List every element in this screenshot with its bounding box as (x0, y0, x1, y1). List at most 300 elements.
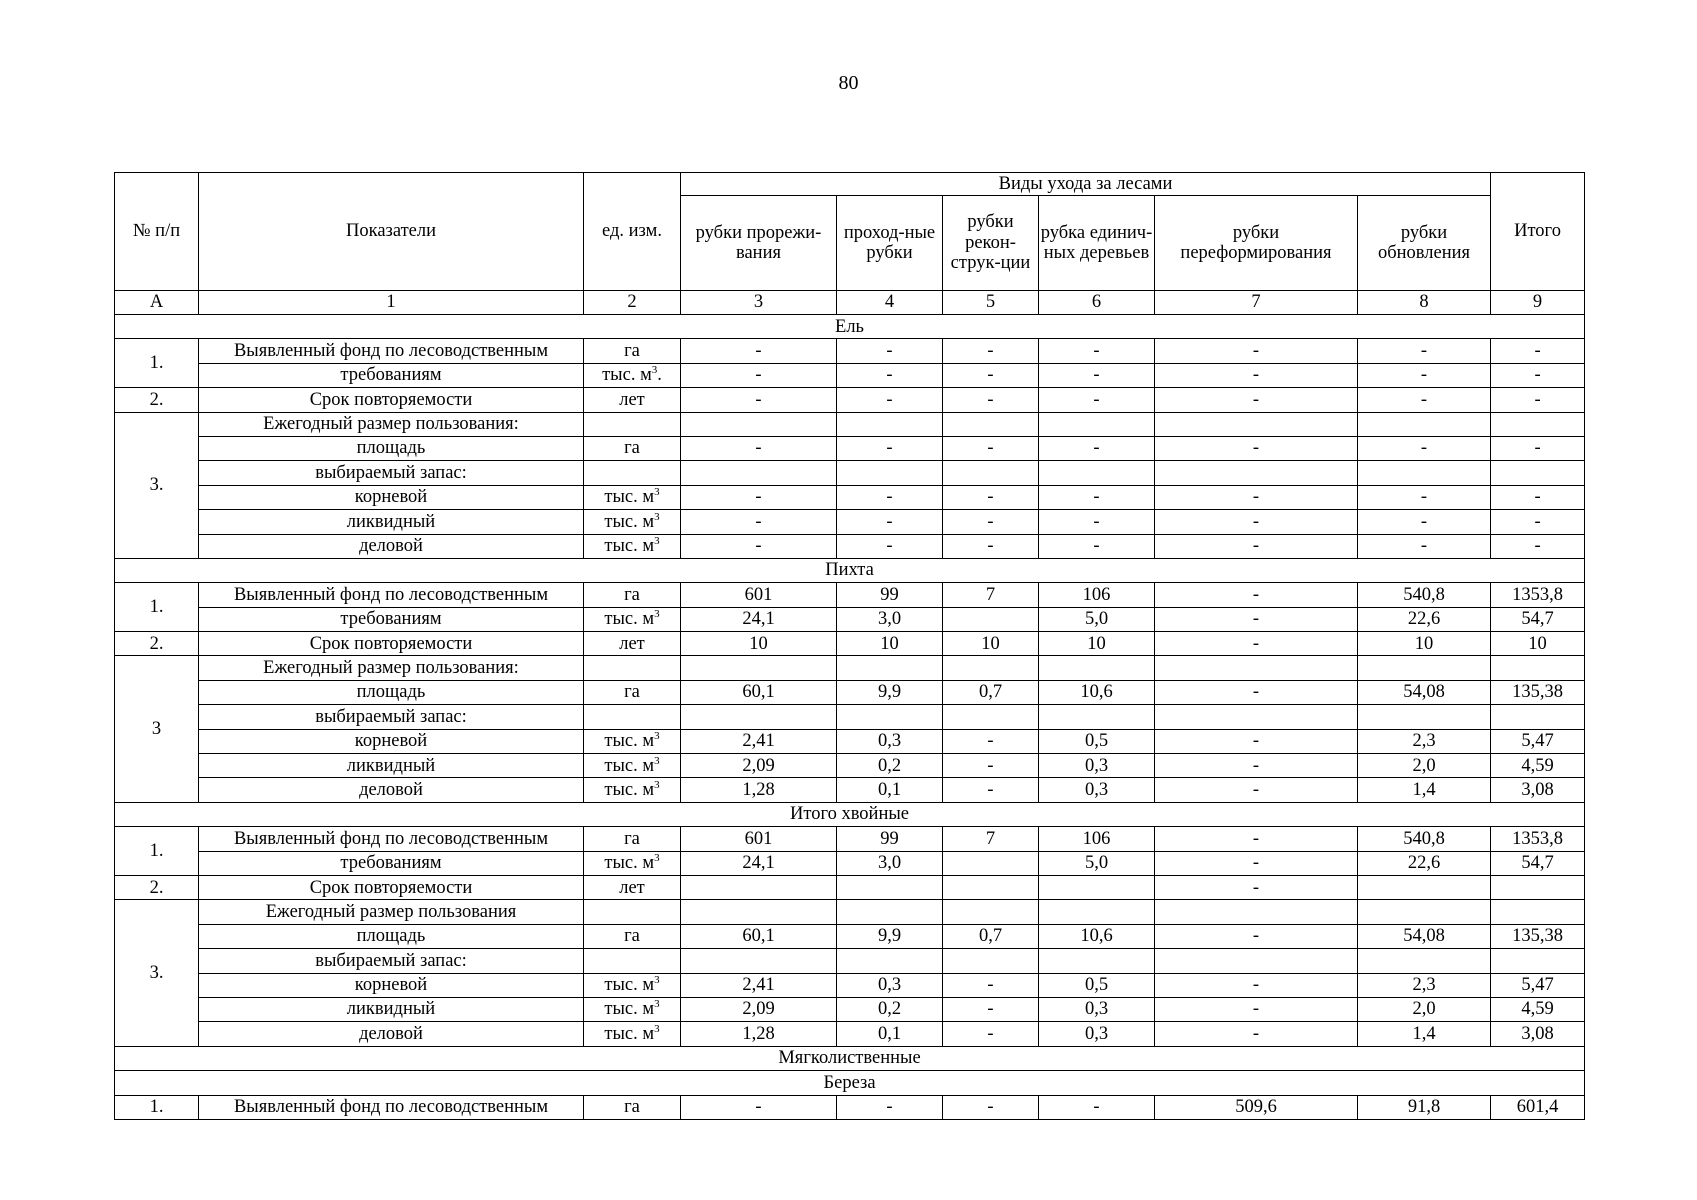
value-cell: 540,8 (1358, 827, 1491, 851)
value-cell (943, 900, 1039, 924)
unit-text: тыс. м (604, 755, 655, 776)
indicator-label: Ежегодный размер пользования (199, 900, 584, 924)
value-cell: - (1039, 534, 1155, 558)
table-row (115, 412, 1585, 436)
unit-cell (584, 388, 681, 412)
value-cell: - (1358, 485, 1491, 509)
unit-text: тыс. м (604, 779, 655, 800)
value-cell: 0,5 (1039, 973, 1155, 997)
indicator-label: Выявленный фонд по лесоводственным (199, 1095, 584, 1119)
value-cell: 2,0 (1358, 997, 1491, 1021)
unit-text: га (624, 926, 640, 947)
unit-superscript: 3 (654, 852, 660, 865)
table-row (115, 436, 1585, 460)
unit-text: га (624, 584, 640, 605)
unit-cell (584, 534, 681, 558)
total-cell: 5,47 (1491, 729, 1585, 753)
value-cell: 10 (1358, 632, 1491, 656)
unit-text: тыс. м (602, 365, 652, 386)
indicator-label: Срок повторяемости (199, 875, 584, 899)
total-cell (1491, 412, 1585, 436)
total-cell: 601,4 (1491, 1095, 1585, 1119)
col-number: 6 (1039, 291, 1155, 315)
value-cell (681, 875, 837, 899)
value-cell: - (1039, 436, 1155, 460)
value-cell: - (943, 363, 1039, 387)
value-cell: - (1155, 754, 1358, 778)
unit-cell (584, 851, 681, 875)
value-cell (1358, 875, 1491, 899)
row-number: 2. (115, 875, 199, 899)
value-cell: - (837, 1095, 943, 1119)
indicator-label: деловой (199, 1022, 584, 1046)
table-row (115, 363, 1585, 387)
value-cell: 2,41 (681, 973, 837, 997)
value-cell: - (1155, 827, 1358, 851)
value-cell: 0,3 (837, 973, 943, 997)
unit-cell (584, 875, 681, 899)
value-cell (1039, 412, 1155, 436)
table-row (115, 461, 1585, 485)
indicator-label: ликвидный (199, 754, 584, 778)
col-number: 2 (584, 291, 681, 315)
unit-cell (584, 412, 681, 436)
value-cell: - (837, 363, 943, 387)
value-cell: - (1155, 534, 1358, 558)
value-cell: 106 (1039, 583, 1155, 607)
value-cell: - (1155, 607, 1358, 631)
value-cell: 0,3 (1039, 778, 1155, 802)
value-cell: 1,28 (681, 778, 837, 802)
value-cell: - (1155, 388, 1358, 412)
value-cell: - (1358, 363, 1491, 387)
table-row (115, 924, 1585, 948)
value-cell: - (681, 510, 837, 534)
value-cell: 2,41 (681, 729, 837, 753)
value-cell (837, 656, 943, 680)
value-cell: - (1155, 778, 1358, 802)
value-cell: 601 (681, 583, 837, 607)
indicator-label: корневой (199, 729, 584, 753)
value-cell (681, 949, 837, 973)
total-cell: 54,7 (1491, 851, 1585, 875)
value-cell (837, 875, 943, 899)
table-row (115, 510, 1585, 534)
section-row (115, 802, 1585, 826)
row-number: 2. (115, 388, 199, 412)
value-cell: 540,8 (1358, 583, 1491, 607)
value-cell: - (1155, 363, 1358, 387)
col-number: 3 (681, 291, 837, 315)
unit-superscript: 3 (654, 486, 660, 499)
indicator-label: Выявленный фонд по лесоводственным (199, 339, 584, 363)
table-row (115, 729, 1585, 753)
value-cell (1155, 412, 1358, 436)
header-renewal: рубки обновления (1358, 196, 1491, 291)
value-cell (837, 949, 943, 973)
total-cell: 4,59 (1491, 997, 1585, 1021)
unit-cell (584, 436, 681, 460)
header-reformation: рубки переформирования (1155, 196, 1358, 291)
value-cell: - (1039, 485, 1155, 509)
value-cell: 0,5 (1039, 729, 1155, 753)
col-number: 1 (199, 291, 584, 315)
value-cell: 5,0 (1039, 851, 1155, 875)
value-cell: 2,3 (1358, 729, 1491, 753)
value-cell (943, 607, 1039, 631)
unit-superscript: 3 (654, 754, 660, 767)
value-cell: - (943, 1022, 1039, 1046)
value-cell: - (1155, 436, 1358, 460)
total-cell: - (1491, 363, 1585, 387)
value-cell: - (681, 534, 837, 558)
value-cell: 1,4 (1358, 778, 1491, 802)
total-cell: 10 (1491, 632, 1585, 656)
unit-superscript: 3 (654, 608, 660, 621)
indicator-label: выбираемый запас: (199, 705, 584, 729)
value-cell: 3,0 (837, 607, 943, 631)
unit-cell (584, 949, 681, 973)
value-cell: 0,2 (837, 997, 943, 1021)
value-cell: - (837, 436, 943, 460)
value-cell: - (837, 339, 943, 363)
section-row (115, 1071, 1585, 1095)
unit-superscript: 3 (654, 535, 660, 548)
value-cell: 1,28 (681, 1022, 837, 1046)
total-cell: - (1491, 339, 1585, 363)
value-cell (1358, 900, 1491, 924)
value-cell: 7 (943, 827, 1039, 851)
value-cell: - (943, 754, 1039, 778)
total-cell (1491, 656, 1585, 680)
unit-text: тыс. м (604, 853, 655, 874)
value-cell: - (943, 973, 1039, 997)
unit-cell (584, 924, 681, 948)
unit-cell (584, 485, 681, 509)
value-cell (1039, 461, 1155, 485)
value-cell: - (943, 339, 1039, 363)
unit-text: лет (619, 389, 645, 410)
unit-text: лет (619, 877, 645, 898)
indicator-label: требованиям (199, 851, 584, 875)
value-cell: 54,08 (1358, 680, 1491, 704)
indicator-label: требованиям (199, 607, 584, 631)
value-cell: - (943, 485, 1039, 509)
value-cell (1155, 949, 1358, 973)
section-title: Итого хвойные (115, 802, 1585, 826)
value-cell: - (1155, 510, 1358, 534)
table-row (115, 607, 1585, 631)
header-unit: ед. изм. (584, 173, 681, 291)
header-thinning: рубки прорежи-вания (681, 196, 837, 291)
table-row (115, 875, 1585, 899)
value-cell: - (681, 485, 837, 509)
value-cell: 601 (681, 827, 837, 851)
value-cell: 0,3 (837, 729, 943, 753)
page-number: 80 (838, 72, 859, 94)
value-cell: - (1358, 510, 1491, 534)
value-cell: 0,7 (943, 924, 1039, 948)
forest-care-table (114, 172, 1585, 1120)
value-cell: 1,4 (1358, 1022, 1491, 1046)
table-row (115, 705, 1585, 729)
value-cell (837, 461, 943, 485)
value-cell: 24,1 (681, 851, 837, 875)
total-cell: - (1491, 534, 1585, 558)
indicator-label: выбираемый запас: (199, 461, 584, 485)
section-title: Ель (115, 315, 1585, 339)
value-cell: - (943, 778, 1039, 802)
value-cell: 10,6 (1039, 680, 1155, 704)
indicator-label: ликвидный (199, 997, 584, 1021)
row-number: 1. (115, 827, 199, 876)
value-cell: - (1039, 1095, 1155, 1119)
value-cell: 0,3 (1039, 1022, 1155, 1046)
indicator-label: требованиям (199, 363, 584, 387)
total-cell (1491, 461, 1585, 485)
value-cell (1358, 656, 1491, 680)
value-cell (1039, 949, 1155, 973)
value-cell: 0,2 (837, 754, 943, 778)
unit-text: тыс. м (604, 999, 655, 1020)
value-cell (1155, 900, 1358, 924)
unit-cell (584, 997, 681, 1021)
value-cell: - (1155, 729, 1358, 753)
value-cell (1358, 705, 1491, 729)
indicator-label: выбираемый запас: (199, 949, 584, 973)
value-cell: 2,09 (681, 997, 837, 1021)
header-total: Итого (1491, 173, 1585, 291)
value-cell: - (1358, 388, 1491, 412)
section-row (115, 558, 1585, 582)
value-cell: 2,0 (1358, 754, 1491, 778)
row-number: 1. (115, 583, 199, 632)
value-cell (1155, 461, 1358, 485)
value-cell: - (681, 1095, 837, 1119)
unit-text: га (624, 828, 640, 849)
value-cell (943, 851, 1039, 875)
total-cell: 4,59 (1491, 754, 1585, 778)
table-row (115, 632, 1585, 656)
value-cell: - (943, 729, 1039, 753)
value-cell: 60,1 (681, 924, 837, 948)
value-cell: - (1155, 632, 1358, 656)
value-cell: - (1039, 510, 1155, 534)
value-cell: - (943, 997, 1039, 1021)
unit-cell (584, 1095, 681, 1119)
col-number: 4 (837, 291, 943, 315)
unit-cell (584, 461, 681, 485)
value-cell: 2,3 (1358, 973, 1491, 997)
value-cell (943, 705, 1039, 729)
value-cell: - (1358, 436, 1491, 460)
unit-cell (584, 656, 681, 680)
value-cell: - (1155, 583, 1358, 607)
value-cell: 99 (837, 583, 943, 607)
value-cell: 0,3 (1039, 997, 1155, 1021)
unit-cell (584, 510, 681, 534)
unit-cell (584, 680, 681, 704)
indicator-label: площадь (199, 436, 584, 460)
value-cell (837, 412, 943, 436)
table-row (115, 851, 1585, 875)
value-cell: 22,6 (1358, 607, 1491, 631)
total-cell: - (1491, 485, 1585, 509)
unit-cell (584, 607, 681, 631)
value-cell: - (943, 436, 1039, 460)
total-cell: 54,7 (1491, 607, 1585, 631)
value-cell: - (1039, 388, 1155, 412)
value-cell (943, 412, 1039, 436)
value-cell: - (1039, 363, 1155, 387)
indicator-label: Ежегодный размер пользования: (199, 412, 584, 436)
indicator-label: Выявленный фонд по лесоводственным (199, 827, 584, 851)
indicator-label: Срок повторяемости (199, 632, 584, 656)
value-cell (1039, 875, 1155, 899)
total-cell: 1353,8 (1491, 583, 1585, 607)
unit-cell (584, 900, 681, 924)
value-cell: - (1039, 339, 1155, 363)
unit-text: тыс. м (604, 511, 655, 532)
unit-superscript: 3 (651, 364, 658, 377)
value-cell: 0,1 (837, 1022, 943, 1046)
col-number: 8 (1358, 291, 1491, 315)
value-cell: - (1155, 875, 1358, 899)
value-cell: 10 (681, 632, 837, 656)
value-cell: - (1358, 339, 1491, 363)
value-cell (681, 656, 837, 680)
table-row (115, 583, 1585, 607)
value-cell (681, 900, 837, 924)
table-row (115, 534, 1585, 558)
value-cell: 22,6 (1358, 851, 1491, 875)
value-cell: - (943, 388, 1039, 412)
unit-tail: . (657, 365, 662, 386)
unit-text: лет (619, 633, 645, 654)
value-cell: 24,1 (681, 607, 837, 631)
value-cell: - (681, 388, 837, 412)
value-cell: 9,9 (837, 924, 943, 948)
table-row (115, 656, 1585, 680)
unit-superscript: 3 (654, 998, 660, 1011)
col-number: А (115, 291, 199, 315)
header-care-types-group: Виды ухода за лесами (681, 173, 1491, 196)
column-numbers-row (115, 291, 1585, 315)
value-cell (1039, 705, 1155, 729)
value-cell (681, 412, 837, 436)
unit-cell (584, 778, 681, 802)
table-row (115, 827, 1585, 851)
table-row (115, 388, 1585, 412)
value-cell (1358, 461, 1491, 485)
value-cell: 7 (943, 583, 1039, 607)
unit-cell (584, 973, 681, 997)
value-cell: - (1155, 339, 1358, 363)
table-row (115, 949, 1585, 973)
table-row (115, 997, 1585, 1021)
unit-cell (584, 754, 681, 778)
indicator-label: площадь (199, 680, 584, 704)
unit-text: га (624, 438, 640, 459)
col-number: 9 (1491, 291, 1585, 315)
indicator-label: Выявленный фонд по лесоводственным (199, 583, 584, 607)
table-row (115, 778, 1585, 802)
table-row (115, 900, 1585, 924)
value-cell: 9,9 (837, 680, 943, 704)
table-row (115, 680, 1585, 704)
header-num: № п/п (115, 173, 199, 291)
indicator-label: корневой (199, 485, 584, 509)
row-number: 1. (115, 1095, 199, 1119)
indicator-label: Срок повторяемости (199, 388, 584, 412)
value-cell: 60,1 (681, 680, 837, 704)
unit-cell (584, 1022, 681, 1046)
unit-cell (584, 339, 681, 363)
value-cell: - (681, 363, 837, 387)
value-cell: - (837, 485, 943, 509)
unit-text: тыс. м (604, 975, 655, 996)
header-single-tree: рубка единич-ных деревьев (1039, 196, 1155, 291)
unit-text: тыс. м (604, 731, 655, 752)
row-number: 2. (115, 632, 199, 656)
row-number: 3 (115, 656, 199, 802)
value-cell: 2,09 (681, 754, 837, 778)
value-cell: 10 (837, 632, 943, 656)
section-title: Пихта (115, 558, 1585, 582)
value-cell (1358, 949, 1491, 973)
total-cell: 135,38 (1491, 680, 1585, 704)
value-cell: - (1155, 485, 1358, 509)
col-number: 5 (943, 291, 1039, 315)
unit-cell (584, 632, 681, 656)
unit-text: тыс. м (604, 487, 655, 508)
value-cell: - (943, 534, 1039, 558)
unit-superscript: 3 (654, 974, 660, 987)
total-cell: - (1491, 388, 1585, 412)
section-title: Береза (115, 1071, 1585, 1095)
total-cell: 3,08 (1491, 1022, 1585, 1046)
value-cell: 54,08 (1358, 924, 1491, 948)
value-cell (1155, 705, 1358, 729)
row-number: 3. (115, 412, 199, 558)
value-cell: 99 (837, 827, 943, 851)
value-cell (837, 900, 943, 924)
table-row (115, 485, 1585, 509)
total-cell: 3,08 (1491, 778, 1585, 802)
value-cell (1039, 656, 1155, 680)
value-cell (837, 705, 943, 729)
table-row (115, 1022, 1585, 1046)
value-cell (1358, 412, 1491, 436)
section-row (115, 1046, 1585, 1070)
total-cell: 1353,8 (1491, 827, 1585, 851)
total-cell (1491, 900, 1585, 924)
table-row (115, 973, 1585, 997)
indicator-label: Ежегодный размер пользования: (199, 656, 584, 680)
total-cell: 5,47 (1491, 973, 1585, 997)
table-row (115, 754, 1585, 778)
total-cell (1491, 875, 1585, 899)
value-cell: 106 (1039, 827, 1155, 851)
indicator-label: корневой (199, 973, 584, 997)
value-cell: - (943, 1095, 1039, 1119)
total-cell: - (1491, 436, 1585, 460)
value-cell: - (681, 436, 837, 460)
indicator-label: ликвидный (199, 510, 584, 534)
value-cell (943, 461, 1039, 485)
col-number: 7 (1155, 291, 1358, 315)
unit-text: тыс. м (604, 609, 655, 630)
